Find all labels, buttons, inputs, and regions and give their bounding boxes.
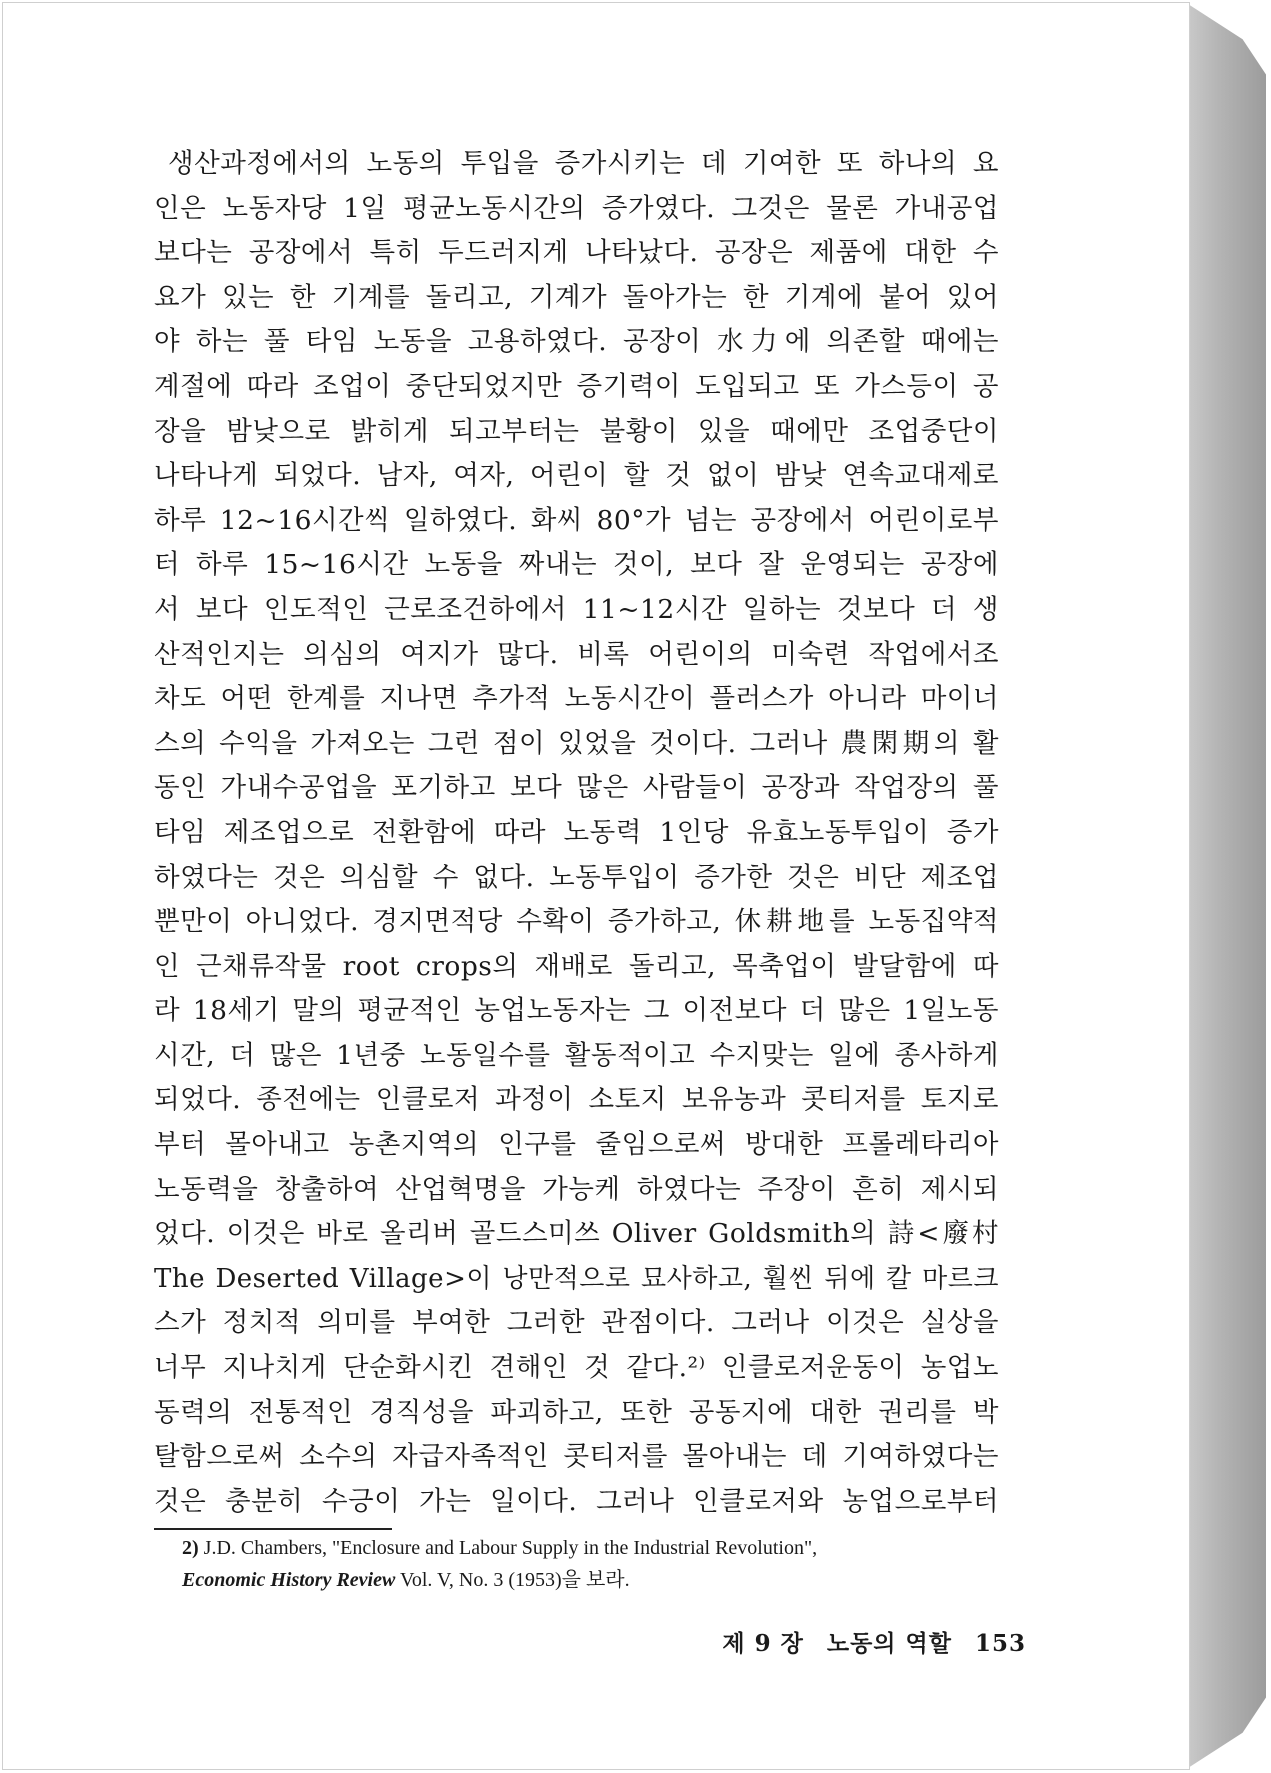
text-line: 뿐만이 아니었다. 경지면적당 수확이 증가하고, 休耕地를 노동집약적 bbox=[154, 906, 999, 938]
footnote-line-2 bbox=[182, 1564, 1012, 1596]
chapter-title: 노동의 역할 bbox=[826, 1630, 952, 1657]
text-line: 것은 충분히 수긍이 가는 일이다. 그러나 인클로저와 농업으로부터 bbox=[154, 1485, 999, 1517]
text-line: 산적인지는 의심의 여지가 많다. 비록 어린이의 미숙련 작업에서조 bbox=[154, 638, 999, 670]
text-line: 부터 몰아내고 농촌지역의 인구를 줄임으로써 방대한 프롤레타리아 bbox=[154, 1129, 999, 1161]
text-line: 동인 가내수공업을 포기하고 보다 많은 사람들이 공장과 작업장의 풀 bbox=[154, 772, 999, 804]
text-line: 요가 있는 한 기계를 돌리고, 기계가 돌아가는 한 기계에 붙어 있어 bbox=[154, 281, 999, 313]
text-line: 타임 제조업으로 전환함에 따라 노동력 1인당 유효노동투입이 증가 bbox=[154, 816, 999, 848]
page-number: 153 bbox=[974, 1630, 1026, 1657]
text-line: 시간, 더 많은 1년중 노동일수를 활동적이고 수지맞는 일에 종사하게 bbox=[154, 1039, 999, 1071]
footnote-citation: J.D. Chambers, "Enclosure and Labour Supply in the Industrial Revolution", bbox=[203, 1537, 818, 1559]
text-line: 하였다는 것은 의심할 수 없다. 노동투입이 증가한 것은 비단 제조업 bbox=[154, 861, 999, 893]
text-line: 되었다. 종전에는 인클로저 과정이 소토지 보유농과 콧티저를 토지로 bbox=[154, 1084, 999, 1116]
text-line: 노동력을 창출하여 산업혁명을 가능케 하였다는 주장이 흔히 제시되 bbox=[154, 1173, 999, 1205]
text-line: 었다. 이것은 바로 올리버 골드스미쓰 Oliver Goldsmith의 詩<廢村 bbox=[154, 1218, 999, 1250]
footnote-number: 2) bbox=[182, 1537, 199, 1559]
footnote-line-1 bbox=[182, 1532, 1012, 1564]
text-line: 생산과정에서의 노동의 투입을 증가시키는 데 기여한 또 하나의 요 bbox=[168, 148, 999, 179]
text-line: 야 하는 풀 타임 노동을 고용하였다. 공장이 水力에 의존할 때에는 bbox=[154, 326, 999, 358]
text-line: 인 근채류작물 root crops의 재배로 돌리고, 목축업이 발달함에 따 bbox=[154, 950, 999, 982]
page-edge-shadow bbox=[1188, 4, 1266, 1768]
footnote-journal-title: Economic History Review bbox=[182, 1569, 396, 1591]
body-paragraph bbox=[154, 142, 999, 1524]
text-line: 계절에 따라 조업이 중단되었지만 증기력이 도입되고 또 가스등이 공 bbox=[154, 370, 999, 402]
text-line: 탈함으로써 소수의 자급자족적인 콧티저를 몰아내는 데 기여하였다는 bbox=[154, 1441, 999, 1473]
text-line: 인은 노동자당 1일 평균노동시간의 증가였다. 그것은 물론 가내공업 bbox=[154, 192, 999, 224]
text-line: 라 18세기 말의 평균적인 농업노동자는 그 이전보다 더 많은 1일노동 bbox=[154, 995, 999, 1027]
running-footer bbox=[722, 1625, 1026, 1658]
footnote-journal-details: Vol. V, No. 3 (1953)을 보라. bbox=[395, 1569, 630, 1591]
text-line: 나타나게 되었다. 남자, 여자, 어린이 할 것 없이 밤낮 연속교대제로 bbox=[154, 460, 999, 492]
text-line: 동력의 전통적인 경직성을 파괴하고, 또한 공동지에 대한 권리를 박 bbox=[154, 1396, 999, 1428]
text-line: 스가 정치적 의미를 부여한 그러한 관점이다. 그러나 이것은 실상을 bbox=[154, 1307, 999, 1339]
footnote-divider bbox=[154, 1528, 392, 1530]
text-line: 너무 지나치게 단순화시킨 견해인 것 같다.²⁾ 인클로저운동이 농업노 bbox=[154, 1352, 999, 1384]
footnote bbox=[182, 1532, 1012, 1596]
text-line: 터 하루 15~16시간 노동을 짜내는 것이, 보다 잘 운영되는 공장에 bbox=[154, 549, 999, 581]
text-line: 스의 수익을 가져오는 그런 점이 있었을 것이다. 그러나 農閑期의 활 bbox=[154, 727, 999, 759]
text-line: 하루 12~16시간씩 일하였다. 화씨 80°가 넘는 공장에서 어린이로부 bbox=[154, 504, 999, 536]
text-line: 장을 밤낮으로 밝히게 되고부터는 불황이 있을 때에만 조업중단이 bbox=[154, 415, 999, 447]
text-line: 보다는 공장에서 특히 두드러지게 나타났다. 공장은 제품에 대한 수 bbox=[154, 237, 999, 269]
text-line: 차도 어떤 한계를 지나면 추가적 노동시간이 플러스가 아니라 마이너 bbox=[154, 683, 999, 715]
text-line: The Deserted Village>이 낭만적으로 묘사하고, 훨씬 뒤에 칼 마르크 bbox=[154, 1263, 999, 1294]
chapter-label: 제 9 장 bbox=[722, 1630, 804, 1657]
text-line: 서 보다 인도적인 근로조건하에서 11~12시간 일하는 것보다 더 생 bbox=[154, 593, 999, 625]
